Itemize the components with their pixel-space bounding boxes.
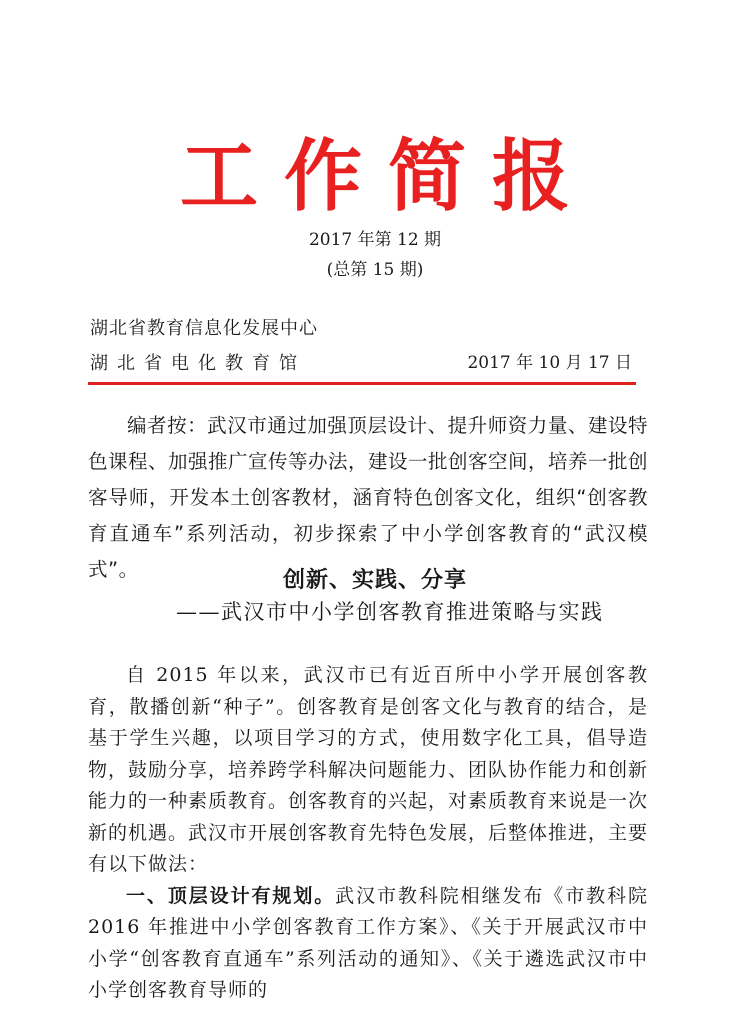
article-title: 创新、实践、分享 (282, 568, 467, 593)
paragraph-2-text: 武汉市教科院相继发布《市教科院 2016 年推进中小学创客教育工作方案》、《关于开展武汉市中小学“创客教育直通车”系列活动的通知》、《关于遴选武汉市中小学创客教育导师的 (88, 884, 648, 1001)
article-subtitle: ——武汉市中小学创客教育推进策略与实践 (176, 600, 604, 624)
publish-date: 2017 年 10 月 17 日 (467, 353, 632, 373)
paragraph-1: 自 2015 年以来，武汉市已有近百所中小学开展创客教育，散播创新“种子”。创客教育是创客文化与教育的结合，是基于学生兴趣，以项目学习的方式，使用数字化工具，倡导造物，鼓励分享，培养跨学科解决问题能力、团队协作能力和创新能力的一种素质教育。创客教育的兴起，对素质教育来说是一次新的机遇。武汉市开展创客教育先特色发展，后整体推进，主要有以下做法： (88, 664, 649, 875)
publisher-org-1: 湖北省教育信息化发展中心 (90, 318, 318, 339)
red-divider (88, 382, 636, 385)
issue-total: (总第 15 期) (326, 260, 424, 280)
publisher-org-2: 湖北省电化教育馆 (90, 353, 306, 374)
masthead-title: 工作简报 (179, 132, 596, 222)
issue-number: 2017 年第 12 期 (308, 230, 442, 250)
editor-note: 编者按：武汉市通过加强顶层设计、提升师资力量、建设特色课程、加强推广宣传等办法，建设一批创客空间，培养一批创客导师，开发本土创客教材，涵育特色创客文化，组织“创客教育直通车”系列活动，初步探索了中小学创客教育的“武汉模式”。 (88, 414, 649, 581)
paragraph-2 (88, 881, 648, 1007)
paragraph-2-lead: 一、顶层设计有规划。 (126, 884, 336, 907)
article-body (88, 660, 648, 1007)
